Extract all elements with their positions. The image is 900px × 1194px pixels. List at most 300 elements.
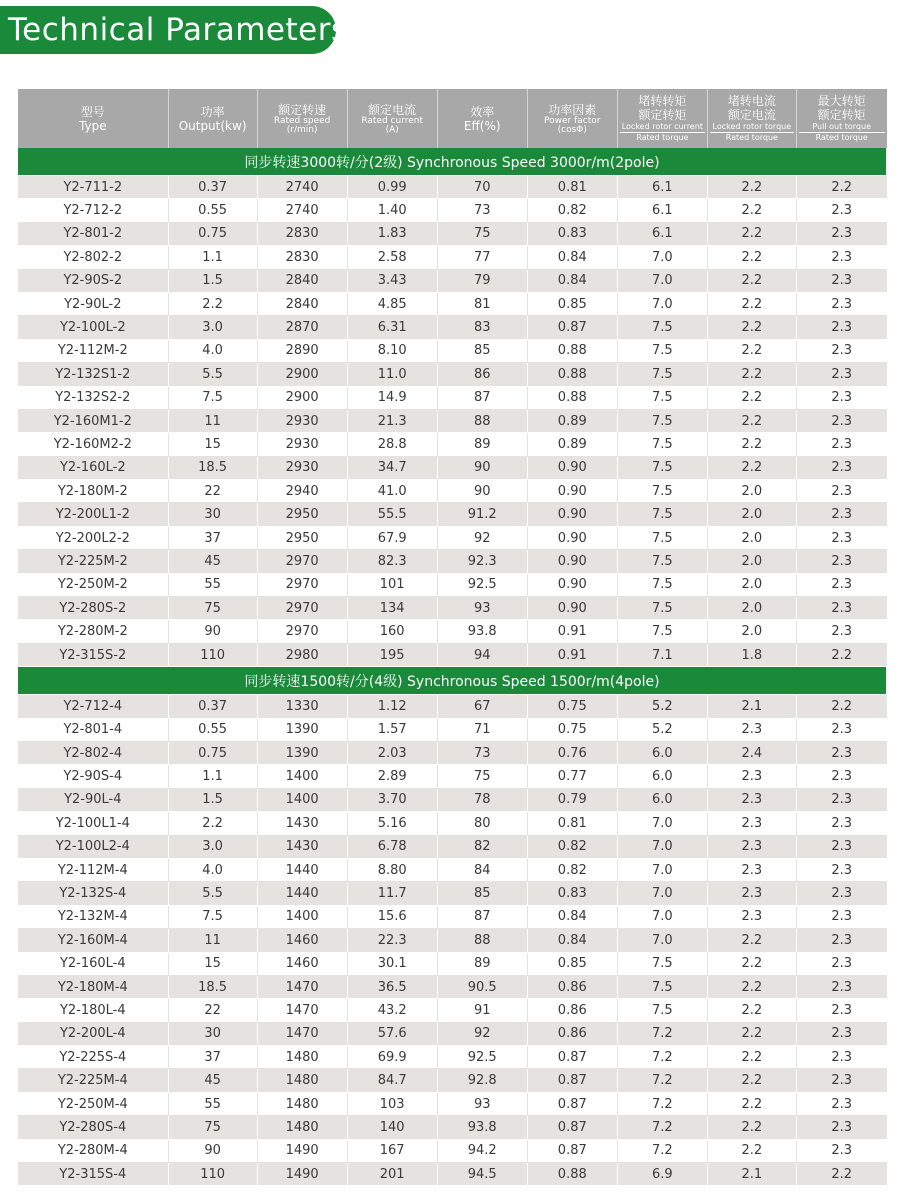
cell-rated-speed: 2930 — [257, 409, 347, 432]
cell-rated-current: 5.16 — [347, 812, 437, 835]
cell-locked-torque-ratio: 7.0 — [617, 835, 707, 858]
cell-power-factor: 0.90 — [527, 597, 617, 620]
header-rated-current-cn: 额定电流 — [368, 102, 417, 117]
cell-rated-speed: 1400 — [257, 788, 347, 811]
cell-power-factor: 0.81 — [527, 812, 617, 835]
cell-locked-torque-ratio: 6.0 — [617, 788, 707, 811]
cell-efficiency: 82 — [437, 835, 527, 858]
cell-output: 0.37 — [168, 695, 257, 718]
header-max-torque-cn2: 额定转矩 — [817, 108, 866, 122]
cell-type: Y2-280S-4 — [18, 1116, 168, 1139]
header-output-en: Output(kw) — [178, 118, 247, 133]
cell-max-torque-ratio: 2.3 — [796, 788, 886, 811]
cell-rated-current: 34.7 — [347, 456, 437, 479]
header-locked-torque-cn1: 堵转转矩 — [638, 94, 687, 108]
header-efficiency-en: Eff(%) — [463, 118, 501, 133]
cell-power-factor: 0.86 — [527, 999, 617, 1022]
cell-efficiency: 88 — [437, 409, 527, 432]
table-row — [18, 929, 887, 952]
cell-locked-current-ratio: 2.2 — [707, 363, 796, 386]
cell-rated-current: 167 — [347, 1139, 437, 1162]
cell-locked-torque-ratio: 7.5 — [617, 975, 707, 998]
cell-rated-speed: 1470 — [257, 999, 347, 1022]
cell-locked-current-ratio: 2.2 — [707, 409, 796, 432]
cell-rated-current: 21.3 — [347, 409, 437, 432]
table-row — [18, 788, 887, 811]
header-rated-current — [347, 89, 437, 148]
cell-locked-current-ratio: 2.0 — [707, 573, 796, 596]
cell-power-factor: 0.75 — [527, 695, 617, 718]
cell-rated-current: 15.6 — [347, 905, 437, 928]
cell-rated-speed: 2970 — [257, 597, 347, 620]
cell-locked-torque-ratio: 6.0 — [617, 765, 707, 788]
cell-locked-torque-ratio: 7.1 — [617, 643, 707, 666]
cell-max-torque-ratio: 2.3 — [796, 409, 886, 432]
parameters-table — [18, 89, 887, 1186]
cell-power-factor: 0.83 — [527, 882, 617, 905]
cell-type: Y2-160M-4 — [18, 929, 168, 952]
cell-output: 110 — [168, 1163, 257, 1186]
cell-locked-current-ratio: 2.2 — [707, 433, 796, 456]
cell-locked-torque-ratio: 7.5 — [617, 573, 707, 596]
cell-output: 45 — [168, 550, 257, 573]
cell-max-torque-ratio: 2.3 — [796, 1069, 886, 1092]
cell-output: 7.5 — [168, 386, 257, 409]
cell-max-torque-ratio: 2.3 — [796, 526, 886, 549]
cell-type: Y2-802-4 — [18, 741, 168, 764]
cell-locked-torque-ratio: 7.2 — [617, 1139, 707, 1162]
cell-rated-current: 41.0 — [347, 480, 437, 503]
cell-max-torque-ratio: 2.3 — [796, 858, 886, 881]
cell-type: Y2-180L-4 — [18, 999, 168, 1022]
cell-efficiency: 70 — [437, 176, 527, 199]
cell-rated-speed: 1470 — [257, 1022, 347, 1045]
cell-output: 75 — [168, 1116, 257, 1139]
cell-type: Y2-180M-2 — [18, 480, 168, 503]
cell-type: Y2-90S-4 — [18, 765, 168, 788]
cell-rated-speed: 2970 — [257, 550, 347, 573]
cell-output: 3.0 — [168, 835, 257, 858]
cell-type: Y2-802-2 — [18, 246, 168, 269]
cell-rated-current: 2.58 — [347, 246, 437, 269]
cell-max-torque-ratio: 2.3 — [796, 952, 886, 975]
cell-rated-speed: 1400 — [257, 905, 347, 928]
cell-locked-current-ratio: 2.3 — [707, 905, 796, 928]
header-locked-current-cn1: 堵转电流 — [727, 94, 776, 108]
cell-rated-speed: 1460 — [257, 929, 347, 952]
cell-locked-torque-ratio: 6.1 — [617, 222, 707, 245]
cell-max-torque-ratio: 2.3 — [796, 292, 886, 315]
cell-output: 90 — [168, 1139, 257, 1162]
cell-type: Y2-90S-2 — [18, 269, 168, 292]
table-row — [18, 620, 887, 643]
cell-locked-current-ratio: 2.2 — [707, 456, 796, 479]
table-row — [18, 433, 887, 456]
cell-max-torque-ratio: 2.3 — [796, 882, 886, 905]
page-title: Technical Parameters — [8, 12, 348, 48]
cell-locked-current-ratio: 2.2 — [707, 929, 796, 952]
cell-efficiency: 75 — [437, 765, 527, 788]
cell-max-torque-ratio: 2.3 — [796, 339, 886, 362]
cell-locked-torque-ratio: 7.2 — [617, 1022, 707, 1045]
cell-rated-current: 3.70 — [347, 788, 437, 811]
table-row — [18, 1069, 887, 1092]
cell-efficiency: 92.8 — [437, 1069, 527, 1092]
cell-rated-current: 57.6 — [347, 1022, 437, 1045]
cell-rated-current: 1.40 — [347, 199, 437, 222]
cell-rated-current: 140 — [347, 1116, 437, 1139]
cell-max-torque-ratio: 2.3 — [796, 480, 886, 503]
cell-max-torque-ratio: 2.3 — [796, 835, 886, 858]
cell-power-factor: 0.87 — [527, 1092, 617, 1115]
cell-efficiency: 90 — [437, 456, 527, 479]
cell-rated-speed: 2980 — [257, 643, 347, 666]
cell-output: 4.0 — [168, 339, 257, 362]
cell-type: Y2-200L-4 — [18, 1022, 168, 1045]
cell-locked-current-ratio: 2.0 — [707, 550, 796, 573]
cell-rated-speed: 1490 — [257, 1139, 347, 1162]
cell-efficiency: 93 — [437, 1092, 527, 1115]
cell-output: 75 — [168, 597, 257, 620]
cell-power-factor: 0.90 — [527, 550, 617, 573]
cell-rated-current: 1.12 — [347, 695, 437, 718]
cell-rated-current: 11.7 — [347, 882, 437, 905]
cell-type: Y2-90L-4 — [18, 788, 168, 811]
section-title: 同步转速3000转/分(2级) Synchronous Speed 3000r/m(2pole) — [18, 148, 887, 176]
cell-max-torque-ratio: 2.3 — [796, 433, 886, 456]
cell-locked-current-ratio: 2.3 — [707, 882, 796, 905]
cell-locked-torque-ratio: 7.0 — [617, 246, 707, 269]
cell-max-torque-ratio: 2.3 — [796, 765, 886, 788]
cell-power-factor: 0.84 — [527, 269, 617, 292]
cell-efficiency: 79 — [437, 269, 527, 292]
cell-rated-speed: 1480 — [257, 1069, 347, 1092]
cell-type: Y2-132S2-2 — [18, 386, 168, 409]
cell-locked-torque-ratio: 7.5 — [617, 386, 707, 409]
cell-rated-speed: 1430 — [257, 812, 347, 835]
table-row — [18, 1163, 887, 1186]
cell-rated-speed: 2830 — [257, 222, 347, 245]
table-row — [18, 952, 887, 975]
cell-locked-torque-ratio: 7.0 — [617, 858, 707, 881]
cell-rated-current: 8.80 — [347, 858, 437, 881]
cell-output: 45 — [168, 1069, 257, 1092]
table-row — [18, 1022, 887, 1045]
cell-rated-speed: 1480 — [257, 1092, 347, 1115]
cell-rated-speed: 1470 — [257, 975, 347, 998]
header-power-factor-cn: 功率因素 — [548, 102, 597, 117]
cell-locked-current-ratio: 2.0 — [707, 480, 796, 503]
section-header-row — [18, 148, 887, 176]
cell-locked-torque-ratio: 7.5 — [617, 952, 707, 975]
table-row — [18, 1139, 887, 1162]
cell-locked-torque-ratio: 7.0 — [617, 882, 707, 905]
cell-type: Y2-100L1-4 — [18, 812, 168, 835]
table-row — [18, 999, 887, 1022]
cell-type: Y2-132S-4 — [18, 882, 168, 905]
table-row — [18, 550, 887, 573]
cell-power-factor: 0.82 — [527, 858, 617, 881]
cell-efficiency: 92 — [437, 1022, 527, 1045]
cell-rated-speed: 2950 — [257, 526, 347, 549]
cell-rated-current: 22.3 — [347, 929, 437, 952]
cell-max-torque-ratio: 2.3 — [796, 199, 886, 222]
cell-rated-current: 2.03 — [347, 741, 437, 764]
cell-rated-speed: 1430 — [257, 835, 347, 858]
header-locked-current-sub1: Locked rotor torque — [710, 122, 794, 133]
cell-type: Y2-225M-2 — [18, 550, 168, 573]
cell-rated-current: 0.99 — [347, 176, 437, 199]
cell-efficiency: 89 — [437, 433, 527, 456]
cell-locked-current-ratio: 2.2 — [707, 222, 796, 245]
cell-rated-speed: 2930 — [257, 433, 347, 456]
table-row — [18, 812, 887, 835]
header-power-factor-en: Power factor — [544, 115, 601, 126]
cell-rated-current: 6.78 — [347, 835, 437, 858]
header-locked-torque-cn2: 额定转矩 — [638, 108, 687, 122]
cell-type: Y2-315S-2 — [18, 643, 168, 666]
cell-power-factor: 0.86 — [527, 1022, 617, 1045]
header-output-cn: 功率 — [200, 104, 225, 119]
header-power-factor — [527, 89, 617, 148]
cell-type: Y2-315S-4 — [18, 1163, 168, 1186]
cell-power-factor: 0.85 — [527, 952, 617, 975]
cell-locked-torque-ratio: 6.0 — [617, 741, 707, 764]
header-rated-speed — [257, 89, 347, 148]
table-body — [18, 148, 887, 1186]
cell-rated-speed: 2840 — [257, 292, 347, 315]
cell-power-factor: 0.83 — [527, 222, 617, 245]
cell-output: 0.55 — [168, 718, 257, 741]
cell-power-factor: 0.87 — [527, 316, 617, 339]
cell-max-torque-ratio: 2.3 — [796, 812, 886, 835]
header-locked-current — [707, 89, 796, 148]
cell-rated-speed: 2890 — [257, 339, 347, 362]
cell-type: Y2-801-2 — [18, 222, 168, 245]
cell-rated-current: 55.5 — [347, 503, 437, 526]
cell-locked-current-ratio: 2.0 — [707, 620, 796, 643]
cell-locked-torque-ratio: 7.0 — [617, 292, 707, 315]
cell-rated-speed: 2900 — [257, 363, 347, 386]
table-row — [18, 222, 887, 245]
cell-power-factor: 0.87 — [527, 1139, 617, 1162]
table-row — [18, 1046, 887, 1069]
cell-rated-speed: 1390 — [257, 741, 347, 764]
cell-output: 1.5 — [168, 788, 257, 811]
cell-rated-speed: 1490 — [257, 1163, 347, 1186]
cell-efficiency: 85 — [437, 882, 527, 905]
cell-power-factor: 0.85 — [527, 292, 617, 315]
cell-power-factor: 0.91 — [527, 620, 617, 643]
cell-rated-current: 195 — [347, 643, 437, 666]
cell-locked-current-ratio: 2.2 — [707, 1139, 796, 1162]
cell-locked-torque-ratio: 7.5 — [617, 999, 707, 1022]
header-locked-current-cn2: 额定电流 — [727, 108, 776, 122]
cell-output: 2.2 — [168, 812, 257, 835]
cell-rated-current: 69.9 — [347, 1046, 437, 1069]
table-row — [18, 269, 887, 292]
table-row — [18, 339, 887, 362]
table-row — [18, 316, 887, 339]
cell-max-torque-ratio: 2.3 — [796, 269, 886, 292]
cell-locked-torque-ratio: 6.1 — [617, 176, 707, 199]
cell-locked-torque-ratio: 7.0 — [617, 929, 707, 952]
cell-power-factor: 0.87 — [527, 1116, 617, 1139]
cell-rated-speed: 1460 — [257, 952, 347, 975]
cell-max-torque-ratio: 2.2 — [796, 1163, 886, 1186]
cell-output: 18.5 — [168, 456, 257, 479]
table-row — [18, 503, 887, 526]
cell-power-factor: 0.87 — [527, 1069, 617, 1092]
cell-locked-current-ratio: 2.2 — [707, 975, 796, 998]
cell-max-torque-ratio: 2.3 — [796, 905, 886, 928]
cell-rated-current: 67.9 — [347, 526, 437, 549]
cell-max-torque-ratio: 2.3 — [796, 975, 886, 998]
cell-output: 22 — [168, 999, 257, 1022]
cell-efficiency: 94.2 — [437, 1139, 527, 1162]
table-row — [18, 597, 887, 620]
header-max-torque — [796, 89, 886, 148]
cell-locked-torque-ratio: 7.5 — [617, 597, 707, 620]
cell-output: 55 — [168, 1092, 257, 1115]
cell-locked-current-ratio: 2.2 — [707, 1022, 796, 1045]
cell-max-torque-ratio: 2.2 — [796, 643, 886, 666]
cell-locked-torque-ratio: 7.5 — [617, 456, 707, 479]
cell-rated-current: 3.43 — [347, 269, 437, 292]
table-row — [18, 363, 887, 386]
cell-rated-speed: 2950 — [257, 503, 347, 526]
cell-locked-current-ratio: 2.2 — [707, 269, 796, 292]
cell-max-torque-ratio: 2.3 — [796, 222, 886, 245]
table-row — [18, 480, 887, 503]
cell-locked-current-ratio: 2.3 — [707, 812, 796, 835]
cell-power-factor: 0.89 — [527, 433, 617, 456]
cell-locked-torque-ratio: 7.5 — [617, 526, 707, 549]
cell-efficiency: 84 — [437, 858, 527, 881]
cell-output: 30 — [168, 503, 257, 526]
cell-locked-current-ratio: 2.0 — [707, 526, 796, 549]
cell-efficiency: 88 — [437, 929, 527, 952]
table-row — [18, 199, 887, 222]
cell-output: 2.2 — [168, 292, 257, 315]
cell-locked-current-ratio: 2.2 — [707, 1116, 796, 1139]
cell-locked-current-ratio: 2.2 — [707, 246, 796, 269]
cell-output: 110 — [168, 643, 257, 666]
cell-rated-speed: 1390 — [257, 718, 347, 741]
cell-rated-speed: 2740 — [257, 176, 347, 199]
cell-efficiency: 94 — [437, 643, 527, 666]
cell-rated-current: 14.9 — [347, 386, 437, 409]
cell-locked-current-ratio: 2.2 — [707, 292, 796, 315]
table-row — [18, 292, 887, 315]
cell-type: Y2-712-4 — [18, 695, 168, 718]
cell-locked-current-ratio: 2.2 — [707, 316, 796, 339]
cell-max-torque-ratio: 2.3 — [796, 573, 886, 596]
cell-type: Y2-225S-4 — [18, 1046, 168, 1069]
header-rated-speed-cn: 额定转速 — [278, 102, 327, 117]
cell-locked-current-ratio: 2.3 — [707, 765, 796, 788]
cell-max-torque-ratio: 2.3 — [796, 386, 886, 409]
cell-output: 30 — [168, 1022, 257, 1045]
header-efficiency-cn: 效率 — [470, 104, 495, 119]
table-row — [18, 858, 887, 881]
cell-efficiency: 93.8 — [437, 1116, 527, 1139]
cell-locked-torque-ratio: 7.2 — [617, 1069, 707, 1092]
cell-type: Y2-801-4 — [18, 718, 168, 741]
table-row — [18, 456, 887, 479]
cell-output: 15 — [168, 433, 257, 456]
table-row — [18, 246, 887, 269]
cell-power-factor: 0.82 — [527, 835, 617, 858]
cell-locked-torque-ratio: 7.5 — [617, 620, 707, 643]
table-row — [18, 573, 887, 596]
cell-output: 15 — [168, 952, 257, 975]
cell-efficiency: 90.5 — [437, 975, 527, 998]
cell-output: 11 — [168, 929, 257, 952]
table-row — [18, 1116, 887, 1139]
cell-locked-current-ratio: 2.1 — [707, 695, 796, 718]
cell-locked-torque-ratio: 6.1 — [617, 199, 707, 222]
cell-rated-speed: 2840 — [257, 269, 347, 292]
cell-type: Y2-160M1-2 — [18, 409, 168, 432]
cell-locked-current-ratio: 2.2 — [707, 1046, 796, 1069]
cell-rated-current: 11.0 — [347, 363, 437, 386]
cell-rated-current: 103 — [347, 1092, 437, 1115]
header-max-torque-sub1: Pull out torque — [799, 122, 885, 133]
cell-output: 0.37 — [168, 176, 257, 199]
cell-locked-torque-ratio: 7.5 — [617, 409, 707, 432]
cell-locked-torque-ratio: 7.5 — [617, 316, 707, 339]
table-row — [18, 695, 887, 718]
cell-locked-torque-ratio: 7.2 — [617, 1092, 707, 1115]
cell-efficiency: 83 — [437, 316, 527, 339]
cell-locked-current-ratio: 2.2 — [707, 952, 796, 975]
cell-efficiency: 91 — [437, 999, 527, 1022]
cell-max-torque-ratio: 2.2 — [796, 176, 886, 199]
cell-locked-current-ratio: 2.3 — [707, 718, 796, 741]
cell-type: Y2-100L-2 — [18, 316, 168, 339]
cell-locked-torque-ratio: 7.0 — [617, 812, 707, 835]
cell-power-factor: 0.82 — [527, 199, 617, 222]
cell-locked-current-ratio: 2.2 — [707, 199, 796, 222]
cell-locked-current-ratio: 2.1 — [707, 1163, 796, 1186]
cell-power-factor: 0.79 — [527, 788, 617, 811]
cell-locked-current-ratio: 2.3 — [707, 835, 796, 858]
cell-max-torque-ratio: 2.3 — [796, 597, 886, 620]
table-row — [18, 1092, 887, 1115]
cell-type: Y2-90L-2 — [18, 292, 168, 315]
cell-power-factor: 0.87 — [527, 1046, 617, 1069]
cell-output: 4.0 — [168, 858, 257, 881]
cell-rated-speed: 1480 — [257, 1046, 347, 1069]
cell-locked-current-ratio: 2.2 — [707, 999, 796, 1022]
cell-locked-torque-ratio: 5.2 — [617, 718, 707, 741]
cell-output: 5.5 — [168, 363, 257, 386]
cell-rated-current: 201 — [347, 1163, 437, 1186]
cell-efficiency: 92.5 — [437, 573, 527, 596]
cell-locked-current-ratio: 2.2 — [707, 386, 796, 409]
cell-type: Y2-180M-4 — [18, 975, 168, 998]
cell-output: 90 — [168, 620, 257, 643]
cell-power-factor: 0.84 — [527, 246, 617, 269]
cell-power-factor: 0.81 — [527, 176, 617, 199]
cell-power-factor: 0.84 — [527, 929, 617, 952]
cell-output: 11 — [168, 409, 257, 432]
cell-rated-speed: 1440 — [257, 882, 347, 905]
table-row — [18, 409, 887, 432]
header-rated-current-en: Rated current — [361, 115, 424, 126]
cell-locked-current-ratio: 2.4 — [707, 741, 796, 764]
